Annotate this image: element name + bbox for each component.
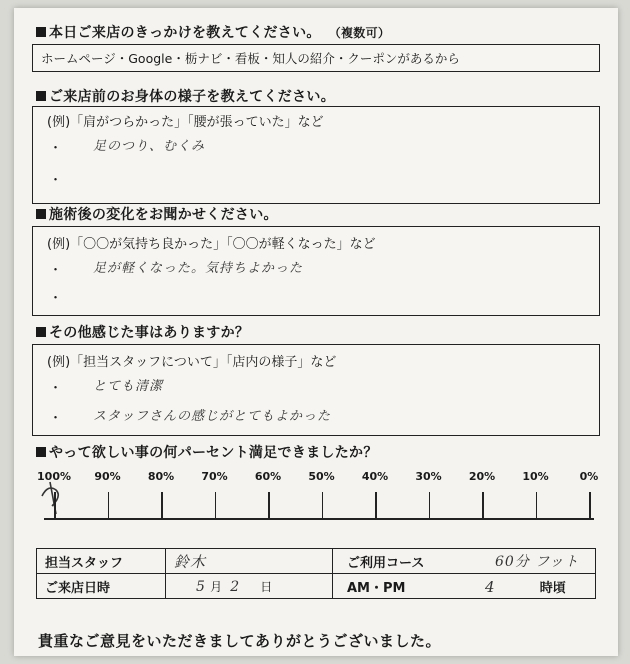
date-month: 5 xyxy=(196,578,206,595)
q5-heading xyxy=(36,442,378,462)
scale-label: 60% xyxy=(254,470,282,483)
scale-tick[interactable] xyxy=(482,492,484,518)
staff-value: 鈴木 xyxy=(174,552,207,571)
scale-label: 30% xyxy=(415,470,442,483)
q4-answer-2: スタッフさんの感じがとてもよかった xyxy=(93,409,332,424)
scale-tick[interactable] xyxy=(268,492,270,518)
satisfaction-scale xyxy=(36,470,606,530)
course-value-cell xyxy=(467,549,596,574)
scale-tick[interactable] xyxy=(322,492,324,518)
q3-answer: 足が軽くなった。気持ちよかった xyxy=(93,261,304,276)
q3-example: (例)「〇〇が気持ち良かった」「〇〇が軽くなった」など xyxy=(47,237,376,252)
q2-bullet-2: ・ xyxy=(49,173,63,188)
q1-options: ホームページ・Google・栃ナビ・看板・知人の紹介・クーポンがあるから xyxy=(41,51,460,66)
q3-bullet-2: ・ xyxy=(49,291,63,306)
q4-bullet-2: ・ xyxy=(49,411,63,426)
q5-title: やって欲しい事の何パーセント満足できましたか？ xyxy=(49,445,378,461)
scale-tick[interactable] xyxy=(215,492,217,518)
q2-example: (例)「肩がつらかった」「腰が張っていた」など xyxy=(47,115,324,130)
date-value-cell xyxy=(166,574,333,599)
ampm-label: AM・PM xyxy=(347,580,406,596)
q4-answer-1: とても清潔 xyxy=(93,379,164,394)
date-day-unit: 日 xyxy=(260,579,273,594)
q3-heading xyxy=(36,204,278,224)
square-bullet-icon xyxy=(36,27,46,37)
scale-label: 40% xyxy=(361,470,389,483)
scale-tick[interactable] xyxy=(429,492,431,518)
q3-box xyxy=(32,226,600,316)
q1-box xyxy=(32,44,600,72)
q4-example: (例)「担当スタッフについて」「店内の様子」など xyxy=(47,355,337,370)
q2-box xyxy=(32,106,600,204)
ampm-cell xyxy=(333,574,468,599)
square-bullet-icon xyxy=(36,91,46,101)
q2-bullet-1: ・ xyxy=(49,141,63,156)
scale-tick[interactable] xyxy=(161,492,163,518)
q3-title: 施術後の変化をお聞かせください。 xyxy=(49,207,278,223)
scale-label: 70% xyxy=(201,470,228,483)
q3-bullet-1: ・ xyxy=(49,263,63,278)
scale-label: 10% xyxy=(522,470,549,483)
q1-note: （複数可） xyxy=(334,26,391,40)
scale-tick[interactable] xyxy=(108,492,110,518)
q4-box xyxy=(32,344,600,436)
q4-title: その他感じた事はありますか？ xyxy=(49,325,250,341)
staff-value-cell xyxy=(166,549,333,574)
scale-tick[interactable] xyxy=(536,492,538,518)
q4-bullet-1: ・ xyxy=(49,381,63,396)
course-value: 60分 フット xyxy=(495,554,580,570)
thanks-message: 貴重なご意見をいただきましてありがとうございました。 xyxy=(38,632,442,650)
scale-tick[interactable] xyxy=(589,492,591,518)
hour-value: 4 xyxy=(485,577,496,596)
scale-label: 100% xyxy=(37,470,71,483)
hour-cell xyxy=(467,574,596,599)
q2-title: ご来店前のお身体の様子を教えてください。 xyxy=(49,89,335,105)
scale-label: 20% xyxy=(468,470,496,483)
scale-label: 0% xyxy=(579,470,599,483)
q4-heading xyxy=(36,322,249,342)
q1-title: 本日ご来店のきっかけを教えてください。 xyxy=(49,25,321,41)
hour-unit: 時頃 xyxy=(539,580,566,596)
scale-tick[interactable] xyxy=(54,492,56,518)
scale-baseline xyxy=(44,518,594,520)
visit-info-table xyxy=(36,548,596,599)
scale-label: 90% xyxy=(94,470,121,483)
square-bullet-icon xyxy=(36,327,46,337)
scale-label: 50% xyxy=(308,470,335,483)
square-bullet-icon xyxy=(36,209,46,219)
scale-tick[interactable] xyxy=(375,492,377,518)
staff-label: 担当スタッフ xyxy=(37,549,166,574)
q1-heading xyxy=(36,22,390,42)
date-month-unit: 月 xyxy=(210,579,223,594)
date-label: ご来店日時 xyxy=(37,574,166,599)
table-row xyxy=(37,549,596,574)
square-bullet-icon xyxy=(36,447,46,457)
course-label: ご利用コース xyxy=(333,549,468,574)
q2-heading xyxy=(36,86,335,106)
survey-sheet xyxy=(14,8,618,656)
table-row xyxy=(37,574,596,599)
scale-label: 80% xyxy=(147,470,175,483)
date-day: 2 xyxy=(230,578,241,595)
q2-answer: 足のつり、むくみ xyxy=(93,139,206,154)
